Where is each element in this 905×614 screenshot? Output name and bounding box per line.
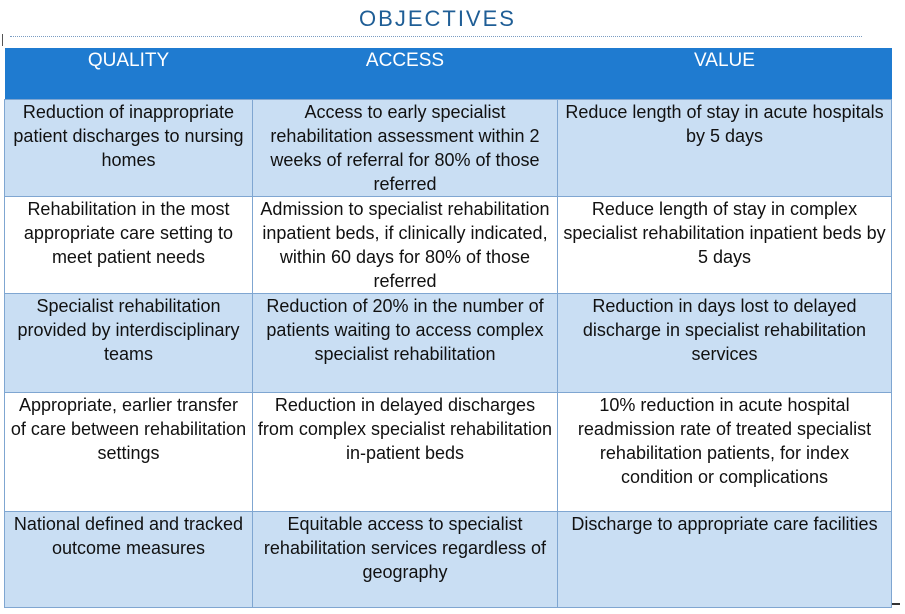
objectives-table — [4, 48, 892, 608]
table-header-row — [5, 48, 892, 100]
table-row — [5, 393, 892, 512]
cell-value: Reduction in days lost to delayed discharge in specialist rehabilitation services — [558, 294, 892, 393]
cell-access: Access to early specialist rehabilitation assessment within 2 weeks of referral for 80% of those referred — [253, 100, 558, 197]
cell-quality: Appropriate, earlier transfer of care between rehabilitation settings — [5, 393, 253, 512]
cell-quality: Rehabilitation in the most appropriate care setting to meet patient needs — [5, 197, 253, 294]
table-row — [5, 294, 892, 393]
corner-marker — [892, 603, 900, 605]
cell-quality: Specialist rehabilitation provided by interdisciplinary teams — [5, 294, 253, 393]
cell-value: 10% reduction in acute hospital readmission rate of treated specialist rehabilitation patients, for index condition or complications — [558, 393, 892, 512]
table-row — [5, 197, 892, 294]
margin-marker — [2, 34, 3, 46]
table-row — [5, 512, 892, 608]
header-access: ACCESS — [253, 48, 558, 100]
cell-access: Admission to specialist rehabilitation inpatient beds, if clinically indicated, within 60 days for 80% of those referred — [253, 197, 558, 294]
cell-quality: Reduction of inappropriate patient discharges to nursing homes — [5, 100, 253, 197]
cell-value: Reduce length of stay in complex specialist rehabilitation inpatient beds by 5 days — [558, 197, 892, 294]
header-value: VALUE — [558, 48, 892, 100]
cell-value: Reduce length of stay in acute hospitals by 5 days — [558, 100, 892, 197]
cell-value: Discharge to appropriate care facilities — [558, 512, 892, 608]
header-quality: QUALITY — [5, 48, 253, 100]
cell-access: Reduction of 20% in the number of patients waiting to access complex specialist rehabilitation — [253, 294, 558, 393]
cell-access: Reduction in delayed discharges from complex specialist rehabilitation in-patient beds — [253, 393, 558, 512]
cell-quality: National defined and tracked outcome measures — [5, 512, 253, 608]
page-title: OBJECTIVES — [359, 6, 516, 31]
cell-access: Equitable access to specialist rehabilitation services regardless of geography — [253, 512, 558, 608]
title-divider — [10, 36, 862, 37]
table-row — [5, 100, 892, 197]
